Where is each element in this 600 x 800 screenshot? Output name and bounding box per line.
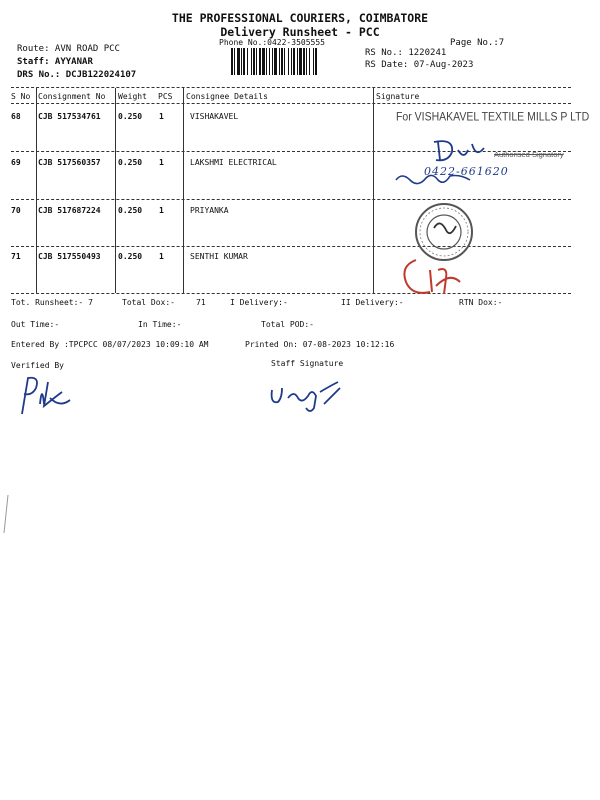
table-row-weight: 0.250 <box>118 158 143 167</box>
staff-signature-label: Staff Signature <box>271 359 344 368</box>
barcode-bar <box>259 48 261 75</box>
printed-on: Printed On: 07-08-2023 10:12:16 <box>245 340 395 349</box>
page-number: Page No.:7 <box>450 38 505 48</box>
table-row-consignee: VISHAKAVEL <box>190 112 239 121</box>
barcode-bar <box>251 48 252 75</box>
table-row-pcs: 1 <box>159 252 164 261</box>
table-row-consignee: SENTHI KUMAR <box>190 252 248 261</box>
out-time: Out Time:- <box>11 320 60 329</box>
table-top-rule <box>11 87 571 88</box>
table-row-pcs: 1 <box>159 112 164 121</box>
total-dox-label: Total Dox:- <box>122 298 175 307</box>
handwritten-phone: 0422-661620 <box>424 165 509 178</box>
barcode-bar <box>309 48 310 75</box>
total-dox-value: 71 <box>196 298 206 307</box>
col-header-consignment: Consignment No <box>38 92 106 101</box>
table-row-sno: 71 <box>11 252 21 261</box>
column-divider <box>115 88 116 293</box>
barcode-bar <box>262 48 265 75</box>
barcode-bar <box>293 48 295 75</box>
verified-by-label: Verified By <box>11 361 64 370</box>
col-header-sno: S No <box>11 92 31 101</box>
barcode-bar <box>243 48 245 75</box>
barcode-bar <box>247 48 248 75</box>
barcode <box>231 48 356 75</box>
barcode-bar <box>266 48 267 75</box>
barcode-bar <box>231 48 233 75</box>
signature-marks <box>376 120 576 300</box>
table-row-pcs: 1 <box>159 158 164 167</box>
staff-label: Staff: AYYANAR <box>17 57 93 67</box>
paper-crease <box>2 495 10 535</box>
column-divider <box>183 88 184 293</box>
header-bottom-rule <box>11 103 571 104</box>
table-row-sno: 69 <box>11 158 21 167</box>
barcode-bar <box>241 48 242 75</box>
column-divider <box>373 88 374 293</box>
barcode-bar <box>281 48 283 75</box>
rs-number: RS No.: 1220241 <box>365 48 447 58</box>
staff-signature <box>268 378 348 412</box>
column-divider <box>36 88 37 293</box>
barcode-bar <box>279 48 280 75</box>
table-row-weight: 0.250 <box>118 252 143 261</box>
col-header-pcs: PCS <box>158 92 173 101</box>
barcode-bar <box>234 48 235 75</box>
barcode-bar <box>288 48 289 75</box>
barcode-bar <box>306 48 307 75</box>
company-name: THE PROFESSIONAL COURIERS, COIMBATORE <box>171 11 429 25</box>
barcode-bar <box>299 48 302 75</box>
ii-delivery: II Delivery:- <box>341 298 404 307</box>
table-row-consignee: LAKSHMI ELECTRICAL <box>190 158 277 167</box>
barcode-bar <box>274 48 277 75</box>
authorised-signatory-text: Authorised Signatory <box>494 150 564 159</box>
col-header-weight: Weight <box>118 92 147 101</box>
barcode-bar <box>303 48 305 75</box>
barcode-bar <box>237 48 240 75</box>
barcode-bar <box>313 48 314 75</box>
tot-runsheet: Tot. Runsheet:- 7 <box>11 298 93 307</box>
rs-date: RS Date: 07-Aug-2023 <box>365 60 474 70</box>
table-row-consignment: CJB 517687224 <box>38 206 101 215</box>
barcode-bar <box>291 48 292 75</box>
col-header-consignee: Consignee Details <box>186 92 268 101</box>
rtn-dox: RTN Dox:- <box>459 298 503 307</box>
barcode-bar <box>284 48 285 75</box>
table-row-weight: 0.250 <box>118 206 143 215</box>
col-header-signature: Signature <box>376 92 420 101</box>
barcode-bar <box>297 48 298 75</box>
table-row-consignment: CJB 517534761 <box>38 112 101 121</box>
barcode-bar <box>315 48 317 75</box>
barcode-bar <box>253 48 255 75</box>
barcode-bar <box>269 48 270 75</box>
table-row-pcs: 1 <box>159 206 164 215</box>
i-delivery: I Delivery:- <box>230 298 288 307</box>
total-pod: Total POD:- <box>261 320 314 329</box>
verified-signature <box>14 374 74 420</box>
table-row-sno: 70 <box>11 206 21 215</box>
barcode-bar <box>256 48 257 75</box>
table-row-sno: 68 <box>11 112 21 121</box>
table-row-consignee: PRIYANKA <box>190 206 229 215</box>
drs-number: DRS No.: DCJB122024107 <box>17 70 137 80</box>
entered-by: Entered By :TPCPCC 08/07/2023 10:09:10 AM <box>11 340 209 349</box>
runsheet-title: Delivery Runsheet - PCC <box>220 25 380 39</box>
route-label: Route: AVN ROAD PCC <box>17 44 120 54</box>
company-stamp-text: For VISHAKAVEL TEXTILE MILLS P LTD <box>396 110 590 124</box>
table-row-consignment: CJB 517560357 <box>38 158 101 167</box>
in-time: In Time:- <box>138 320 182 329</box>
table-row-weight: 0.250 <box>118 112 143 121</box>
phone-number: Phone No.:0422-3505555 <box>219 38 325 47</box>
table-row-consignment: CJB 517550493 <box>38 252 101 261</box>
barcode-bar <box>272 48 273 75</box>
